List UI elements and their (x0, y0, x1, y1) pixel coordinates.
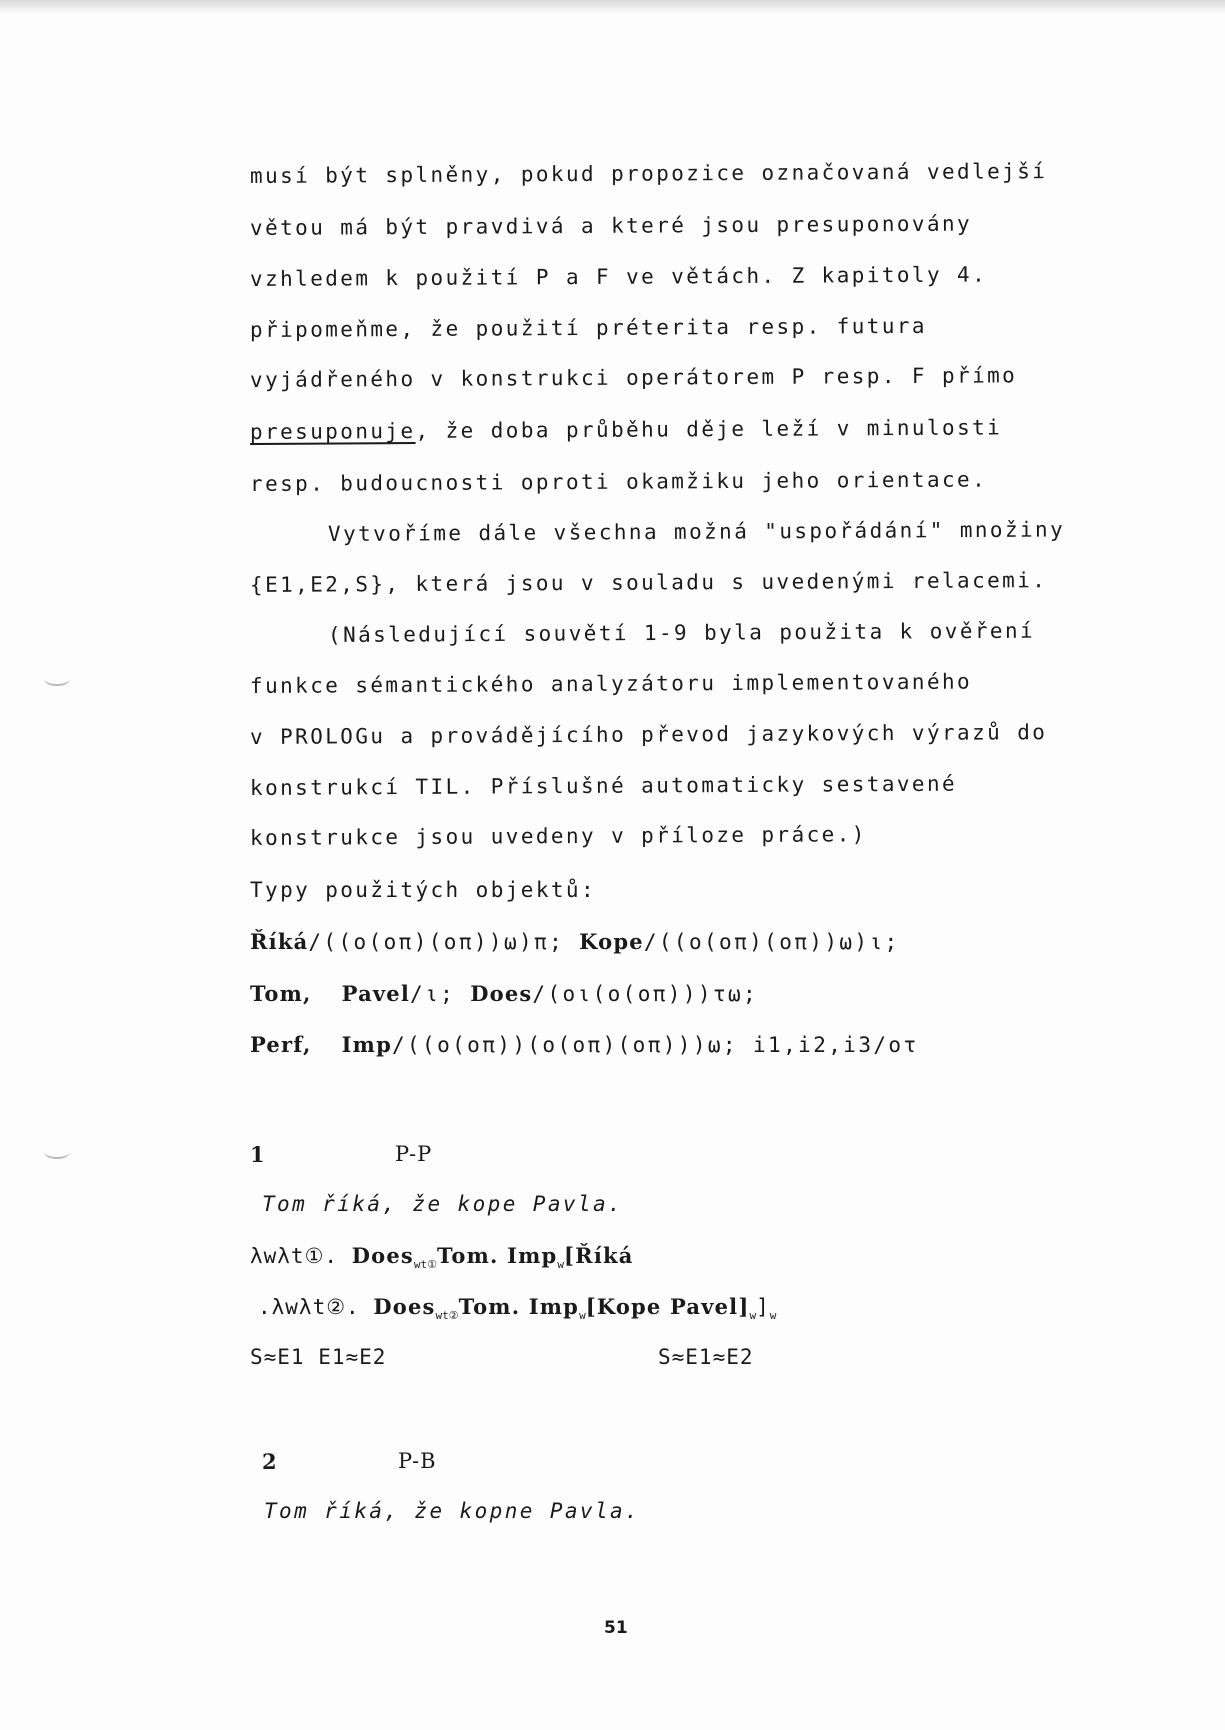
example-code: P-P (395, 1142, 433, 1166)
text-line: musí být splněny, pokud propozice označovaná vedlejší (249, 159, 1048, 188)
object-name: Říká (250, 929, 309, 954)
text-line: (Následující souvětí 1-9 byla použita k ověření (327, 618, 1036, 647)
text-line: v PROLOGu a provádějícího převod jazykových výrazů do (249, 720, 1048, 749)
construction-term: [Říká (564, 1243, 634, 1268)
construction-line (250, 1243, 634, 1271)
relations-right: S≈E1≈E2 (658, 1345, 754, 1369)
subscript: wt② (435, 1309, 459, 1323)
object-name: Tom, (250, 981, 312, 1006)
text-line: Vytvoříme dále všechna možná "uspořádání" množiny (327, 517, 1066, 546)
type-signature: /(oι(o(oπ)))τω; (532, 982, 759, 1006)
text-line: vzhledem k použití P a F ve větách. Z kapitoly 4. (249, 262, 988, 291)
subscript: w (769, 1309, 777, 1323)
example-sentence: Tom říká, že kopne Pavla. (264, 1499, 641, 1523)
text-line: resp. budoucnosti oproti okamžiku jeho orientace. (249, 467, 988, 496)
construction-term: [Kope Pavel] (585, 1294, 750, 1319)
text-line: konstrukcí TIL. Příslušné automaticky sestavené (249, 771, 958, 800)
text-line (250, 415, 1002, 444)
punch-hole-mark (44, 1145, 70, 1159)
text-line: větou má být pravdivá a které jsou presuponovány (249, 211, 973, 240)
construction-term: Does (373, 1294, 436, 1319)
punch-hole-mark (44, 672, 70, 686)
text-line: připomeňme, že použití préterita resp. futura (249, 313, 928, 342)
construction-term: Tom. Imp (437, 1243, 558, 1268)
type-definition-line (250, 929, 900, 954)
types-heading: Typy použitých objektů: (250, 878, 596, 902)
subscript: w (579, 1309, 586, 1323)
object-name: Does (470, 981, 533, 1006)
construction-term: Tom. Imp (458, 1294, 580, 1319)
object-name: Imp (341, 1032, 392, 1057)
text-fragment: , že doba průběhu děje leží v minulosti (415, 415, 1003, 443)
type-signature: /((o(oπ))(o(oπ)(oπ)))ω; (391, 1033, 738, 1057)
page-number: 51 (604, 1618, 628, 1638)
bracket: ] (756, 1295, 770, 1319)
subscript: wt① (413, 1258, 438, 1272)
lambda-prefix: .λwλt②. (258, 1295, 360, 1319)
example-code: P-B (398, 1449, 437, 1473)
scan-edge-shadow (0, 0, 1225, 14)
object-name: Kope (579, 929, 644, 954)
text-line: funkce sémantického analyzátoru implementovaného (249, 669, 973, 698)
type-signature: /((o(oπ)(oπ))ω)π; (308, 930, 565, 954)
example-number: 1 (250, 1142, 266, 1167)
underlined-term: presuponuje (249, 418, 416, 444)
construction-line (258, 1294, 776, 1322)
relations-left: S≈E1 E1≈E2 (250, 1345, 387, 1369)
type-signature: /((o(oπ)(oπ))ω)ι; (643, 930, 900, 954)
type-signature: i1,i2,i3/oτ (753, 1033, 919, 1057)
text-line: vyjádřeného v konstrukci operátorem P resp. F přímo (249, 363, 1018, 392)
subscript: w (749, 1309, 757, 1323)
type-definition-line (250, 1032, 919, 1057)
text-line: {E1,E2,S}, která jsou v souladu s uvedenými relacemi. (249, 568, 1048, 597)
type-signature: /ι; (410, 982, 456, 1006)
construction-term: Does (351, 1243, 414, 1268)
subscript: w (557, 1258, 565, 1272)
example-sentence: Tom říká, že kope Pavla. (262, 1192, 624, 1216)
lambda-prefix: λwλt①. (250, 1244, 339, 1268)
example-number: 2 (262, 1449, 278, 1474)
type-definition-line (250, 981, 758, 1006)
object-name: Pavel (341, 981, 411, 1006)
object-name: Perf, (250, 1032, 312, 1057)
text-line: konstrukce jsou uvedeny v příloze práce.) (249, 822, 867, 850)
